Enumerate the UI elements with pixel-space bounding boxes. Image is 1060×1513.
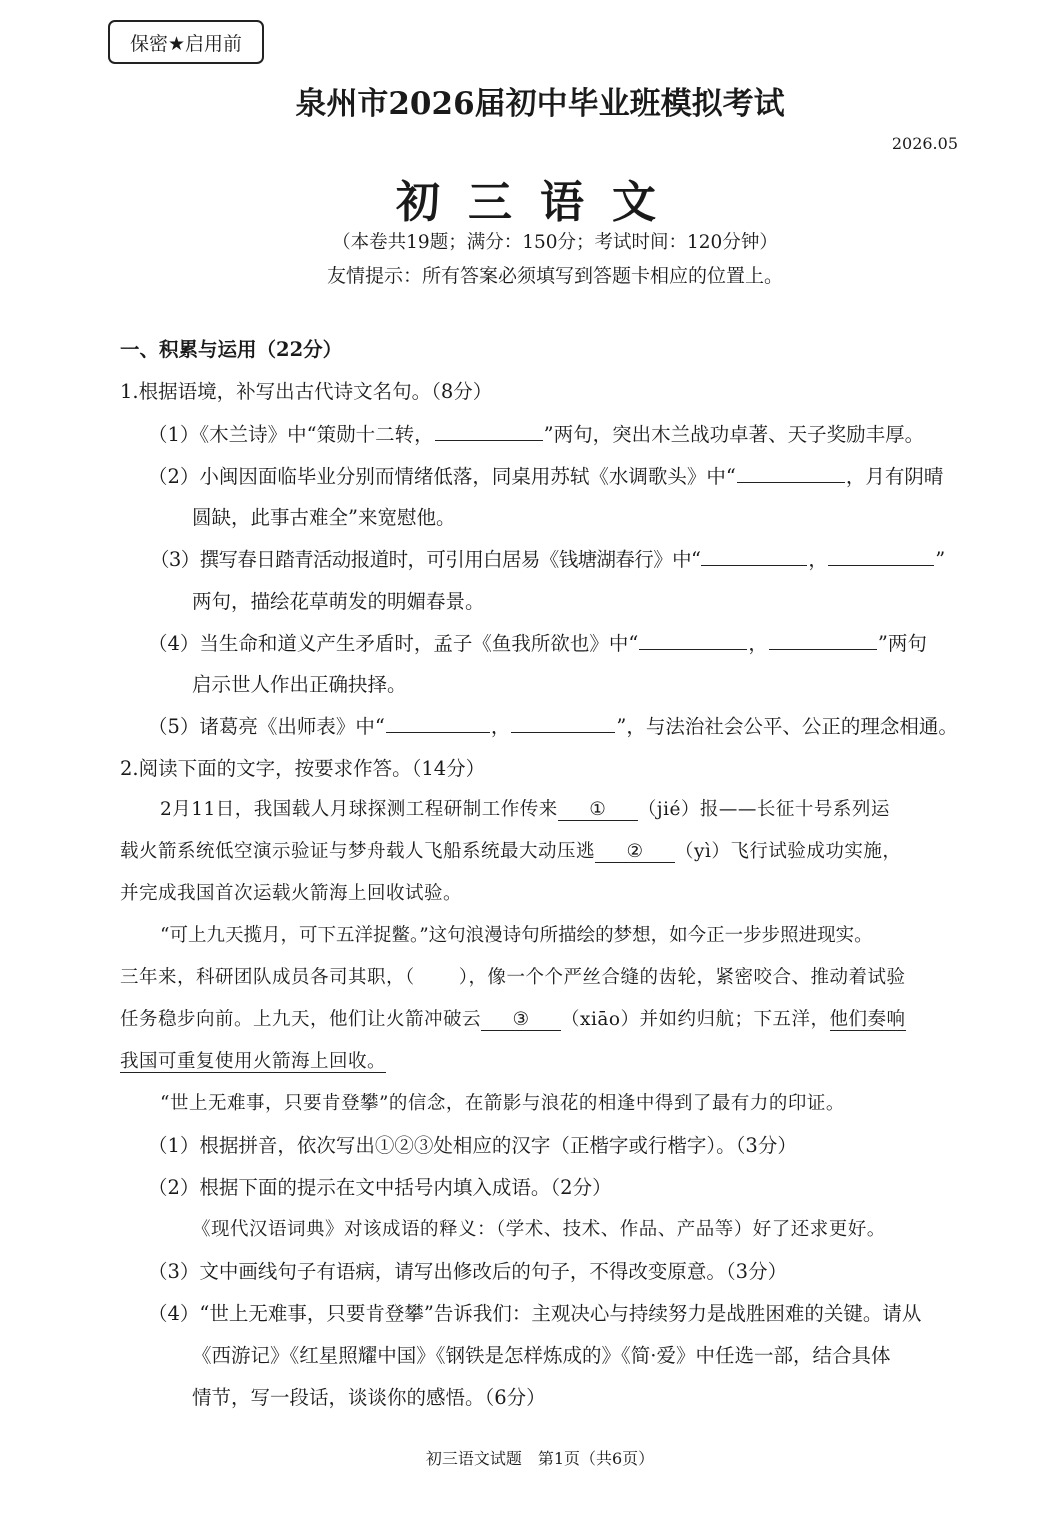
underlined-sentence: 我国可重复使用火箭海上回收。 bbox=[120, 1051, 387, 1072]
exam-title: 泉州市2026届初中毕业班模拟考试 bbox=[295, 86, 785, 122]
passage-line: 三年来，科研团队成员各司其职，（ ），像一个个严丝合缝的齿轮，紧密咬合、推动着试验 bbox=[120, 967, 906, 988]
underlined-sentence: 他们奏响 bbox=[829, 1009, 906, 1030]
question-1-item-3-cont: 两句，描绘花草萌发的明媚春景。 bbox=[192, 590, 485, 613]
question-2-sub-4-cont: 《西游记》《红星照耀中国》《钢铁是怎样炼成的》《简·爱》中任选一部，结合具体 bbox=[192, 1344, 891, 1367]
question-2-sub-2-hint: 《现代汉语词典》对该成语的释义：（学术、技术、作品、产品等）好了还求更好。 bbox=[192, 1219, 886, 1240]
passage-line bbox=[120, 1047, 386, 1073]
question-1-item-4: （4）当生命和道义产生矛盾时，孟子《鱼我所欲也》中“ ， ”两句 bbox=[148, 632, 927, 655]
subject-title: 初三语文 bbox=[396, 177, 684, 228]
question-1-item-3: （3）撰写春日踏青活动报道时，可引用白居易《钱塘湖春行》中“ ， ” bbox=[150, 548, 945, 571]
question-1-item-2-cont: 圆缺，此事古难全”来宽慰他。 bbox=[192, 506, 456, 529]
question-1-item-2: （2）小闽因面临毕业分别而情绪低落，同桌用苏轼《水调歌头》中“ ，月有阴晴 bbox=[148, 465, 944, 488]
question-2-sub-4: （4）“世上无难事，只要肯登攀”告诉我们：主观决心与持续努力是战胜困难的关键。请从 bbox=[148, 1302, 922, 1325]
passage-line: “世上无难事，只要肯登攀”的信念，在箭影与浪花的相逢中得到了最有力的印证。 bbox=[160, 1093, 845, 1114]
question-1-item-1: （1）《木兰诗》中“策勋十二转， ”两句，突出木兰战功卓著、天子奖励丰厚。 bbox=[148, 423, 925, 446]
passage-line: 载火箭系统低空演示验证与梦舟载人飞船系统最大动压逃 ② （yì）飞行试验成功实施， bbox=[120, 841, 902, 862]
section-heading: 一、积累与运用（22分） bbox=[120, 338, 343, 361]
exam-tip: 友情提示：所有答案必须填写到答题卡相应的位置上。 bbox=[326, 265, 783, 287]
passage-line: “可上九天揽月，可下五洋捉鳖。”这句浪漫诗句所描绘的梦想，如今正一步步照进现实。 bbox=[160, 925, 873, 946]
question-2-stem: 2.阅读下面的文字，按要求作答。（14分） bbox=[120, 757, 486, 780]
question-2-sub-2: （2）根据下面的提示在文中括号内填入成语。（2分） bbox=[148, 1176, 612, 1199]
confidential-badge: 保密★启用前 bbox=[108, 20, 264, 64]
passage-line: 2月11日，我国载人月球探测工程研制工作传来 ① （jié）报——长征十号系列运 bbox=[160, 799, 890, 820]
question-1-item-4-cont: 启示世人作出正确抉择。 bbox=[192, 673, 407, 696]
passage-line: 任务稳步向前。上九天，他们让火箭冲破云 ③ （xiāo）并如约归航；下五洋，他们奏响 bbox=[120, 1009, 906, 1030]
question-1-item-5: （5）诸葛亮《出师表》中“ ， ”，与法治社会公平、公正的理念相通。 bbox=[148, 715, 958, 738]
exam-date: 2026.05 bbox=[891, 134, 958, 153]
question-2-sub-4-cont: 情节，写一段话，谈谈你的感悟。（6分） bbox=[192, 1386, 546, 1409]
question-2-sub-1: （1）根据拼音，依次写出①②③处相应的汉字（正楷字或行楷字）。（3分） bbox=[148, 1134, 797, 1157]
page-footer: 初三语文试题 第1页（共6页） bbox=[425, 1449, 655, 1468]
question-1-stem: 1.根据语境，补写出古代诗文名句。（8分） bbox=[120, 380, 493, 403]
passage-line: 并完成我国首次运载火箭海上回收试验。 bbox=[120, 883, 463, 904]
question-2-sub-3: （3）文中画线句子有语病，请写出修改后的句子，不得改变原意。（3分） bbox=[148, 1260, 788, 1283]
exam-info: （本卷共19题；满分：150分；考试时间：120分钟） bbox=[332, 232, 778, 253]
